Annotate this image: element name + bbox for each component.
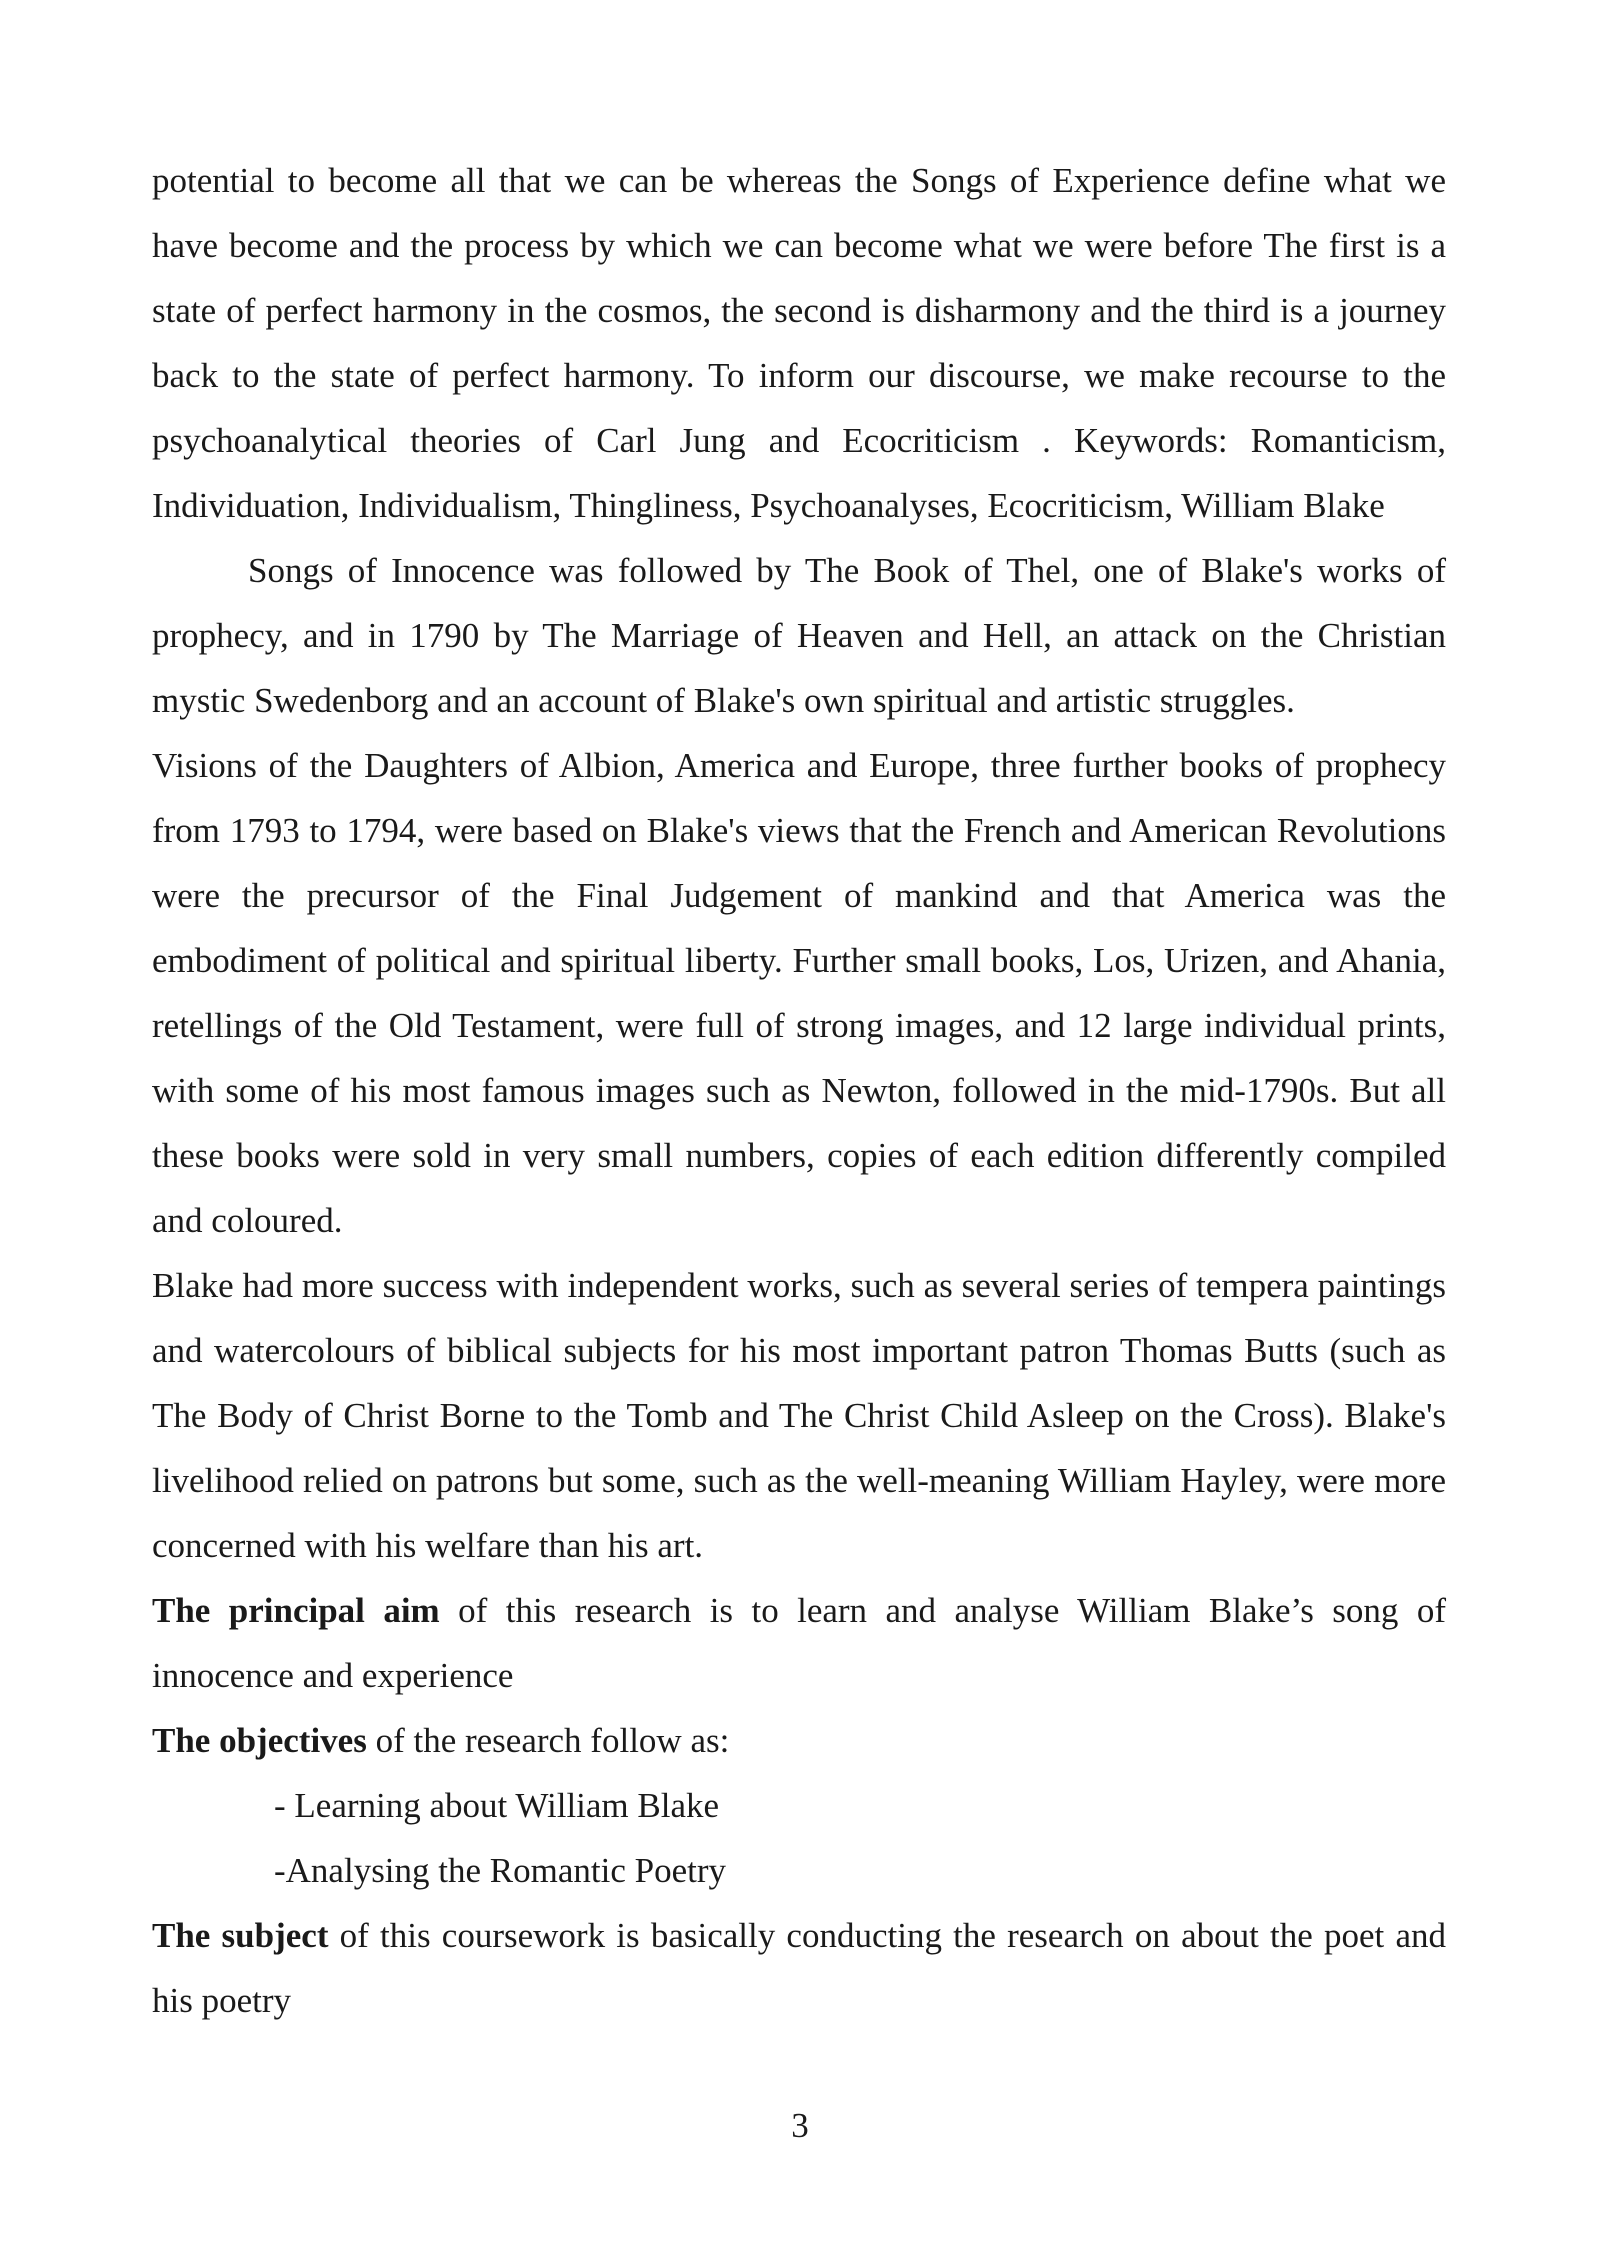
visions-paragraph: Visions of the Daughters of Albion, America and Europe, three further books of prophecy from 1793 to 1794, were based on Blake's views that the French and American Revolutions were the precursor of the Final Judgement of mankind and that America was the embodiment of political and spiritual liberty. Further small books, Los, Urizen, and Ahania, retellings of the Old Testament, were full of strong images, and 12 large individual prints, with some of his most famous images such as Newton, followed in the mid-1790s. But all these books were sold in very small numbers, copies of each edition differently compiled and coloured. — [152, 746, 1446, 1240]
objective-item: -Analysing the Romantic Poetry — [274, 1851, 727, 1890]
principal-aim-text: of this research is to learn and analyse William Blake’s song of innocence and experience — [152, 1591, 1446, 1695]
subject-label: The subject — [152, 1916, 329, 1955]
page-number: 3 — [791, 2106, 809, 2145]
objective-item: - Learning about William Blake — [274, 1786, 720, 1825]
objectives-text: of the research follow as: — [366, 1721, 730, 1760]
objectives-label: The objectives — [152, 1721, 367, 1760]
principal-aim-label: The principal aim — [152, 1591, 440, 1630]
subject-paragraph — [152, 1903, 1446, 2033]
subject-text: of this coursework is basically conducting the research on about the poet and his poetry — [152, 1916, 1446, 2020]
independent-works-paragraph: Blake had more success with independent works, such as several series of tempera paintings and watercolours of biblical subjects for his most important patron Thomas Butts (such as The Body of Christ Borne to the Tomb and The Christ Child Asleep on the Cross). Blake's livelihood relied on patrons but some, such as the well-meaning William Hayley, were more concerned with his welfare than his art. — [152, 1266, 1446, 1565]
principal-aim-paragraph — [152, 1578, 1446, 1708]
body-text — [152, 148, 1446, 2033]
objectives-paragraph — [152, 1708, 1446, 1773]
abstract-paragraph: potential to become all that we can be whereas the Songs of Experience define what we have become and the process by which we can become what we were before The first is a state of perfect harmony in the cosmos, the second is disharmony and the third is a journey back to the state of perfect harmony. To inform our discourse, we make recourse to the psychoanalytical theories of Carl Jung and Ecocriticism . Keywords: Romanticism, Individuation, Individualism, Thingliness, Psychoanalyses, Ecocriticism, William Blake — [152, 161, 1446, 525]
songs-of-innocence-paragraph: Songs of Innocence was followed by The Book of Thel, one of Blake's works of prophecy, and in 1790 by The Marriage of Heaven and Hell, an attack on the Christian mystic Swedenborg and an account of Blake's own spiritual and artistic struggles. — [152, 551, 1446, 720]
